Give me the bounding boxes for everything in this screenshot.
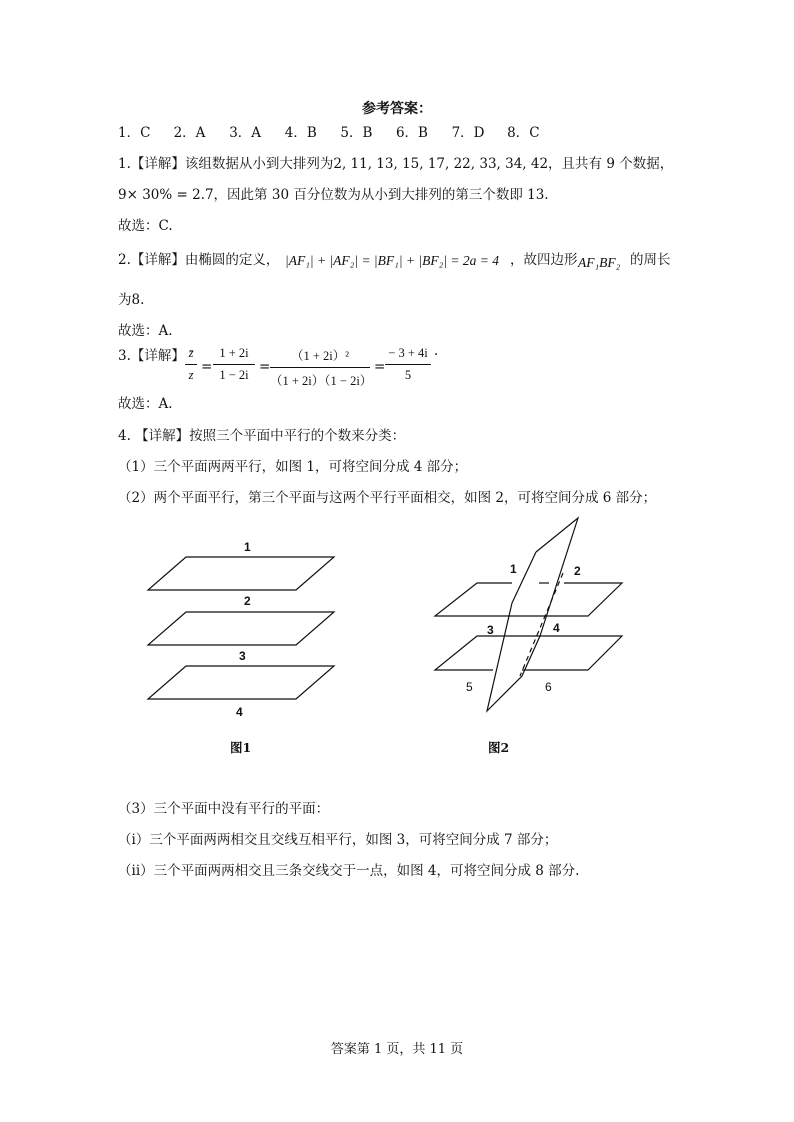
- q3-equals-3: =: [374, 359, 386, 375]
- vertical-plane: [487, 518, 578, 711]
- plane-1-edge: [435, 583, 512, 616]
- page-title: 参考答案：: [362, 101, 432, 117]
- q3-lead: 3.【详解】: [118, 348, 185, 364]
- q2-formula: |AF₁| + |AF₂| = |BF₁| + |BF₂| = 2a = 4: [285, 253, 499, 268]
- answer-2: 2．A: [173, 125, 206, 141]
- fig2-label-5: 5: [466, 680, 473, 694]
- q3-equals-1: =: [201, 359, 213, 375]
- q2-tail: ，故四边形: [510, 252, 578, 268]
- q3-fraction-4: − 3 + 4i 5: [385, 346, 431, 383]
- answer-5: 5．B: [340, 125, 373, 141]
- answer-7: 7．D: [451, 125, 485, 141]
- answer-3: 3．A: [229, 125, 262, 141]
- fig2-label-4: 4: [553, 621, 560, 635]
- fig1-label-2: 2: [244, 594, 251, 608]
- q4-line1: 4. 【详解】按照三个平面中平行的个数来分类：: [118, 428, 406, 444]
- q4-case1: （1）三个平面两两平行，如图 1，可将空间分成 4 部分；: [118, 459, 468, 475]
- fig2-label-2: 2: [574, 564, 581, 578]
- q2-choice: 故选：A.: [118, 323, 173, 339]
- q3-fraction-2: 1 + 2i 1 − 2i: [213, 346, 255, 383]
- figure-1-caption: 图1: [230, 740, 252, 755]
- fig2-label-1: 1: [510, 562, 517, 576]
- fig1-label-1: 1: [244, 540, 251, 554]
- q4-case3-ii: （ii）三个平面两两相交且三条交线交于一点，如图 4，可将空间分成 8 部分.: [118, 863, 580, 879]
- answer-4: 4．B: [284, 125, 317, 141]
- answer-8: 8．C: [507, 125, 540, 141]
- fig2-label-6: 6: [545, 680, 552, 694]
- q1-choice: 故选：C.: [118, 218, 173, 234]
- q1-line1: 1.【详解】该组数据从小到大排列为2, 11, 13, 15, 17, 22, 33, 34, 42，且共有 9 个数据，: [118, 156, 674, 172]
- answer-1: 1．C: [118, 125, 151, 141]
- fig1-label-4: 4: [236, 705, 243, 719]
- page-footer: 答案第 1 页，共 11 页: [330, 1042, 464, 1057]
- q3-fraction-3: （1 + 2i）² （1 + 2i）（1 − 2i）: [270, 349, 373, 388]
- plane-2-right: [522, 636, 622, 670]
- q4-case3-i: （i）三个平面两两相交且交线互相平行，如图 3，可将空间分成 7 部分；: [118, 832, 558, 848]
- q1-line2: 9× 30% = 2.7，因此第 30 百分位数为从小到大排列的第三个数即 13.: [118, 187, 549, 203]
- plane-1-right: [547, 583, 622, 616]
- q2-tail2: 的周长: [630, 252, 671, 268]
- q4-case2: （2）两个平面平行，第三个平面与这两个平行平面相交，如图 2，可将空间分成 6 部分；: [118, 490, 657, 506]
- q4-case3: （3）三个平面中没有平行的平面：: [118, 801, 330, 817]
- fig1-label-3: 3: [239, 649, 246, 663]
- q3-fraction-zbar-over-z: z̄ z: [185, 346, 197, 383]
- answer-6: 6．B: [395, 125, 428, 141]
- q2-quadrilateral: AF₁BF₂: [578, 255, 621, 270]
- q3-choice: 故选：A.: [118, 396, 173, 412]
- q2-line2: 为8.: [118, 292, 145, 308]
- q2-lead: 2.【详解】由椭圆的定义，: [118, 252, 280, 268]
- fig2-label-3: 3: [487, 623, 494, 637]
- q3-dot: ·: [434, 347, 439, 363]
- q3-equals-2: =: [259, 359, 271, 375]
- figure-2-caption: 图2: [488, 740, 510, 755]
- plane-2-edge: [435, 636, 497, 670]
